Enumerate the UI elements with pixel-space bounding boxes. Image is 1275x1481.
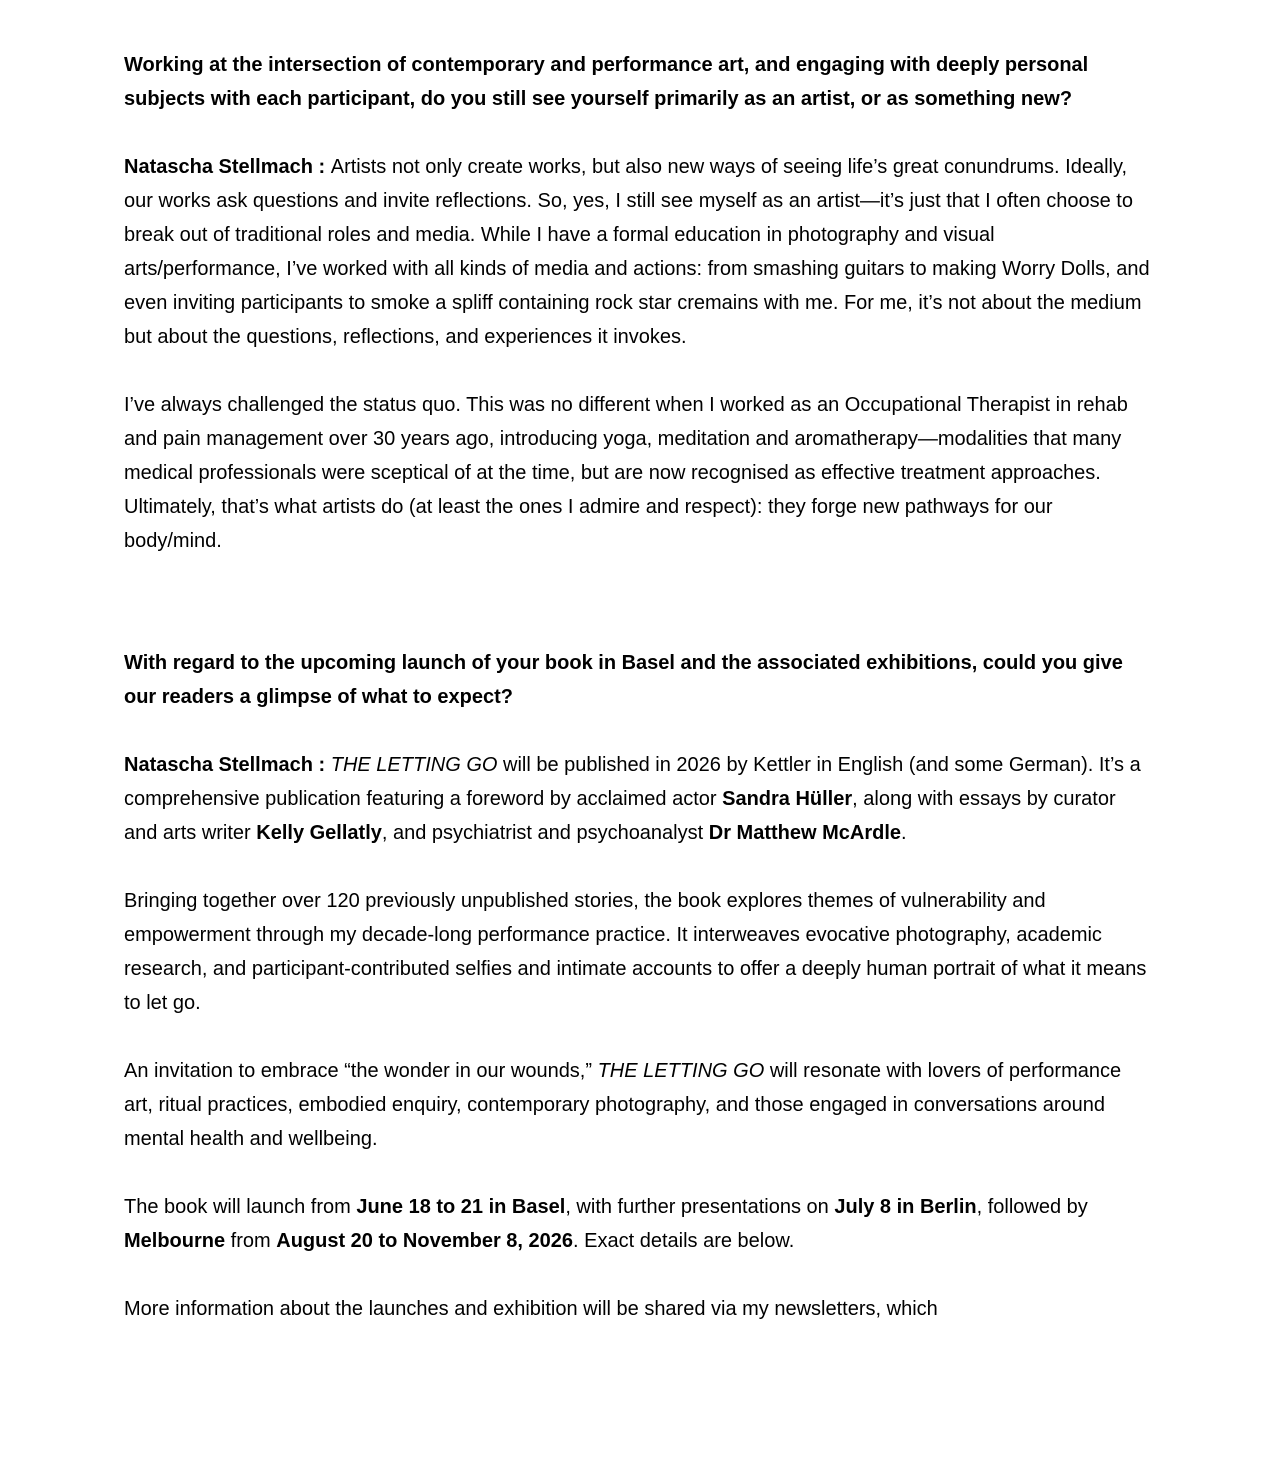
text-run: Working at the intersection of contemporary and performance art, and engaging with deeply personal subjects with each participant, do you still see yourself primarily as an artist, or as something new?	[124, 54, 1089, 110]
text-run: Dr Matthew McArdle	[708, 822, 901, 844]
text-run: , followed by	[976, 1196, 1088, 1218]
text-run: Natascha Stellmach :	[124, 156, 331, 178]
text-run: With regard to the upcoming launch of your book in Basel and the associated exhibitions, could you give our readers a glimpse of what to expect?	[124, 652, 1123, 708]
text-run: Melbourne	[124, 1230, 226, 1252]
question-paragraph	[124, 48, 1154, 116]
text-run: Artists not only create works, but also new ways of seeing life’s great conundrums. Ideally, our works ask questions and invite reflections. So, yes, I still see myself as an artist—it’s just that I often choose to break out of traditional roles and media. While I have a formal education in photography and visual arts/performance, I’ve worked with all kinds of media and actions: from smashing guitars to making Worry Dolls, and even inviting participants to smoke a spliff containing rock star cremains with me. For me, it’s not about the medium but about the questions, reflections, and experiences it invokes.	[124, 156, 1150, 348]
text-run: More information about the launches and exhibition will be shared via my newsletters, which	[124, 1298, 938, 1320]
text-run: June 18 to 21 in Basel	[356, 1196, 566, 1218]
text-run: I’ve always challenged the status quo. This was no different when I worked as an Occupational Therapist in rehab and pain management over 30 years ago, introducing yoga, meditation and aromatherapy—modalities that many medical professionals were sceptical of at the time, but are now recognised as effective treatment approaches. Ultimately, that’s what artists do (at least the ones I admire and respect): they forge new pathways for our body/mind.	[124, 394, 1128, 552]
answer-paragraph	[124, 748, 1154, 850]
text-run: Sandra Hüller	[722, 788, 853, 810]
text-run: Bringing together over 120 previously unpublished stories, the book explores themes of vulnerability and empowerment through my decade-long performance practice. It interweaves evocative photography, academic research, and participant-contributed selfies and intimate accounts to offer a deeply human portrait of what it means to let go.	[124, 890, 1147, 1014]
text-run: from	[225, 1230, 277, 1252]
text-run: Natascha Stellmach :	[124, 754, 331, 776]
question-paragraph	[124, 646, 1154, 714]
text-run: will be published in 2026 by Kettler in English (and some German). It’s a comprehensive publication featuring a foreword by acclaimed actor	[124, 754, 1141, 810]
answer-paragraph	[124, 150, 1154, 354]
text-run: August 20 to November 8, 2026	[276, 1230, 574, 1252]
answer-paragraph	[124, 884, 1154, 1020]
text-run: The book will launch from	[124, 1196, 357, 1218]
answer-paragraph	[124, 388, 1154, 558]
text-run: July 8 in Berlin	[834, 1196, 977, 1218]
text-run: , with further presentations on	[565, 1196, 835, 1218]
text-run: , along with essays by curator and arts writer	[124, 788, 1116, 844]
text-run: THE LETTING GO	[597, 1060, 765, 1082]
answer-paragraph	[124, 1054, 1154, 1156]
text-run: will resonate with lovers of performance art, ritual practices, embodied enquiry, contemporary photography, and those engaged in conversations around mental health and wellbeing.	[124, 1060, 1122, 1150]
paragraph-spacer	[124, 592, 1154, 646]
text-run: An invitation to embrace “the wonder in our wounds,”	[124, 1060, 598, 1082]
text-run: , and psychiatrist and psychoanalyst	[381, 822, 709, 844]
answer-paragraph	[124, 1292, 1154, 1326]
text-run: . Exact details are below.	[573, 1230, 795, 1252]
answer-paragraph	[124, 1190, 1154, 1258]
text-run: .	[901, 822, 907, 844]
text-run: THE LETTING GO	[330, 754, 498, 776]
text-run: Kelly Gellatly	[256, 822, 382, 844]
